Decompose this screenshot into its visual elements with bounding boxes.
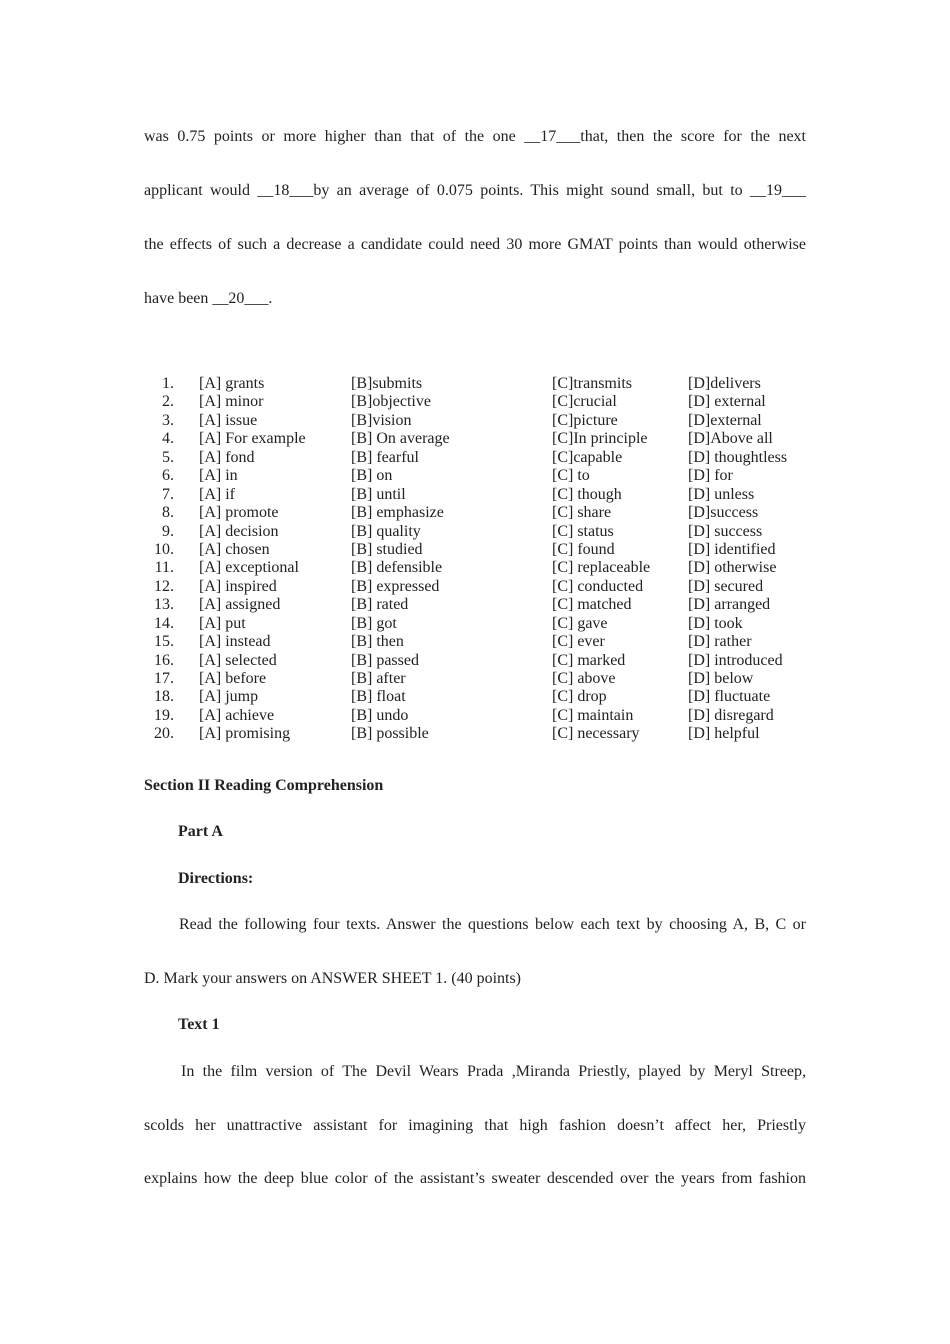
option-d: [D]Above all: [688, 430, 773, 448]
option-row: [144, 670, 806, 688]
option-c: [C] gave: [552, 614, 608, 632]
passage-line-2: applicant would __18___by an average of 0.075 points. This might sound small, but to __19___: [144, 182, 806, 199]
option-a: [A] grants: [199, 375, 265, 392]
option-b: [B] after: [351, 670, 406, 687]
option-c: [C] matched: [552, 596, 632, 614]
section-title: Section II Reading Comprehension: [144, 777, 384, 794]
option-d: [D] secured: [688, 577, 764, 595]
option-b: [B] float: [351, 688, 406, 706]
text1-line-3: explains how the deep blue color of the assistant’s sweater descended over the years from fashion: [144, 1170, 806, 1187]
text1-line-1: In the film version of The Devil Wears Prada ,Miranda Priestly, played by Meryl Streep,: [181, 1063, 806, 1080]
option-a: [A] issue: [199, 411, 258, 429]
option-a: [A] decision: [199, 522, 279, 540]
option-c: [C] necessary: [552, 725, 640, 743]
option-row: [144, 725, 806, 743]
option-number: 16.: [154, 651, 174, 669]
option-d: [D] below: [688, 670, 754, 687]
option-b: [B] quality: [351, 522, 421, 540]
option-number: 1.: [162, 375, 174, 392]
directions-line-1: Read the following four texts. Answer the questions below each text by choosing A, B, C or: [179, 916, 806, 933]
option-b: [B] got: [351, 614, 397, 632]
option-b: [B] emphasize: [351, 504, 444, 522]
option-c: [C] marked: [552, 651, 626, 669]
option-d: [D] introduced: [688, 651, 783, 669]
answer-options-table: [144, 375, 806, 744]
option-a: [A] minor: [199, 393, 264, 411]
option-c: [C] though: [552, 485, 622, 503]
option-d: [D]external: [688, 411, 762, 429]
option-d: [D]delivers: [688, 375, 761, 392]
passage-line-1: was 0.75 points or more higher than that of the one __17___that, then the score for the next: [144, 128, 806, 145]
option-d: [D] for: [688, 467, 733, 485]
option-d: [D] otherwise: [688, 559, 777, 577]
option-c: [C] to: [552, 467, 590, 485]
option-row: [144, 523, 806, 541]
option-row: [144, 615, 806, 633]
option-number: 11.: [154, 559, 174, 577]
option-a: [A] assigned: [199, 596, 281, 614]
option-b: [B] until: [351, 485, 406, 503]
option-b: [B]objective: [351, 393, 431, 411]
option-a: [A] promote: [199, 504, 279, 522]
option-number: 17.: [154, 670, 174, 687]
option-b: [B] defensible: [351, 559, 443, 577]
option-a: [A] in: [199, 467, 238, 485]
option-c: [C]picture: [552, 411, 618, 429]
option-number: 19.: [154, 706, 174, 724]
option-number: 15.: [154, 633, 174, 651]
option-d: [D] took: [688, 614, 743, 632]
option-row: [144, 449, 806, 467]
option-b: [B] On average: [351, 430, 450, 448]
option-a: [A] put: [199, 614, 246, 632]
option-row: [144, 412, 806, 430]
option-number: 8.: [162, 504, 174, 522]
option-number: 4.: [162, 430, 174, 448]
option-d: [D] helpful: [688, 725, 760, 743]
option-number: 20.: [154, 725, 174, 743]
text1-line-2: scolds her unattractive assistant for imagining that high fashion doesn’t affect her, Priestly: [144, 1117, 806, 1134]
part-title: Part A: [178, 823, 223, 840]
option-c: [C] drop: [552, 688, 607, 706]
option-row: [144, 559, 806, 577]
option-c: [C] found: [552, 540, 615, 558]
option-row: [144, 486, 806, 504]
option-number: 12.: [154, 577, 174, 595]
option-number: 9.: [162, 522, 174, 540]
option-a: [A] promising: [199, 725, 291, 743]
option-d: [D]success: [688, 504, 759, 522]
option-number: 18.: [154, 688, 174, 706]
option-b: [B] expressed: [351, 577, 440, 595]
option-c: [C] maintain: [552, 706, 634, 724]
option-c: [C]capable: [552, 448, 623, 466]
option-b: [B] on: [351, 467, 393, 485]
option-number: 10.: [154, 540, 174, 558]
option-b: [B] passed: [351, 651, 419, 669]
option-d: [D] success: [688, 522, 763, 540]
option-c: [C] replaceable: [552, 559, 651, 577]
option-b: [B] possible: [351, 725, 429, 743]
option-d: [D] rather: [688, 633, 752, 651]
directions-label: Directions:: [178, 870, 254, 887]
option-c: [C]transmits: [552, 375, 632, 392]
option-number: 14.: [154, 614, 174, 632]
option-d: [D] disregard: [688, 706, 774, 724]
option-a: [A] chosen: [199, 540, 270, 558]
option-d: [D] arranged: [688, 596, 771, 614]
option-a: [A] inspired: [199, 577, 277, 595]
option-row: [144, 578, 806, 596]
option-c: [C] share: [552, 504, 612, 522]
option-b: [B]submits: [351, 375, 423, 392]
option-d: [D] fluctuate: [688, 688, 771, 706]
passage-line-4: have been __20___.: [144, 290, 273, 307]
text1-label: Text 1: [178, 1016, 220, 1033]
option-a: [A] fond: [199, 448, 255, 466]
option-a: [A] For example: [199, 430, 306, 448]
directions-line-2: D. Mark your answers on ANSWER SHEET 1. (40 points): [144, 970, 522, 987]
option-row: [144, 596, 806, 614]
option-number: 3.: [162, 411, 174, 429]
option-row: [144, 393, 806, 411]
option-b: [B] rated: [351, 596, 409, 614]
option-b: [B] undo: [351, 706, 409, 724]
option-b: [B]vision: [351, 411, 412, 429]
option-a: [A] instead: [199, 633, 271, 651]
option-d: [D] identified: [688, 540, 776, 558]
option-d: [D] thoughtless: [688, 448, 788, 466]
option-d: [D] unless: [688, 485, 755, 503]
option-number: 7.: [162, 485, 174, 503]
option-b: [B] studied: [351, 540, 423, 558]
option-a: [A] if: [199, 485, 235, 503]
option-row: [144, 430, 806, 448]
option-number: 13.: [154, 596, 174, 614]
option-a: [A] jump: [199, 688, 259, 706]
option-row: [144, 633, 806, 651]
option-row: [144, 688, 806, 706]
option-a: [A] exceptional: [199, 559, 299, 577]
option-row: [144, 504, 806, 522]
option-c: [C] conducted: [552, 577, 644, 595]
option-c: [C] ever: [552, 633, 605, 651]
option-number: 2.: [162, 393, 174, 411]
option-b: [B] then: [351, 633, 404, 651]
option-a: [A] selected: [199, 651, 277, 669]
option-number: 5.: [162, 448, 174, 466]
option-c: [C]In principle: [552, 430, 648, 448]
option-a: [A] achieve: [199, 706, 275, 724]
option-number: 6.: [162, 467, 174, 485]
option-row: [144, 467, 806, 485]
option-a: [A] before: [199, 670, 267, 687]
option-b: [B] fearful: [351, 448, 419, 466]
option-d: [D] external: [688, 393, 766, 411]
option-row: [144, 541, 806, 559]
passage-line-3: the effects of such a decrease a candidate could need 30 more GMAT points than would otherwise: [144, 236, 806, 253]
option-c: [C]crucial: [552, 393, 617, 411]
option-row: [144, 707, 806, 725]
option-row: [144, 375, 806, 393]
option-c: [C] above: [552, 670, 616, 687]
option-c: [C] status: [552, 522, 614, 540]
option-row: [144, 652, 806, 670]
